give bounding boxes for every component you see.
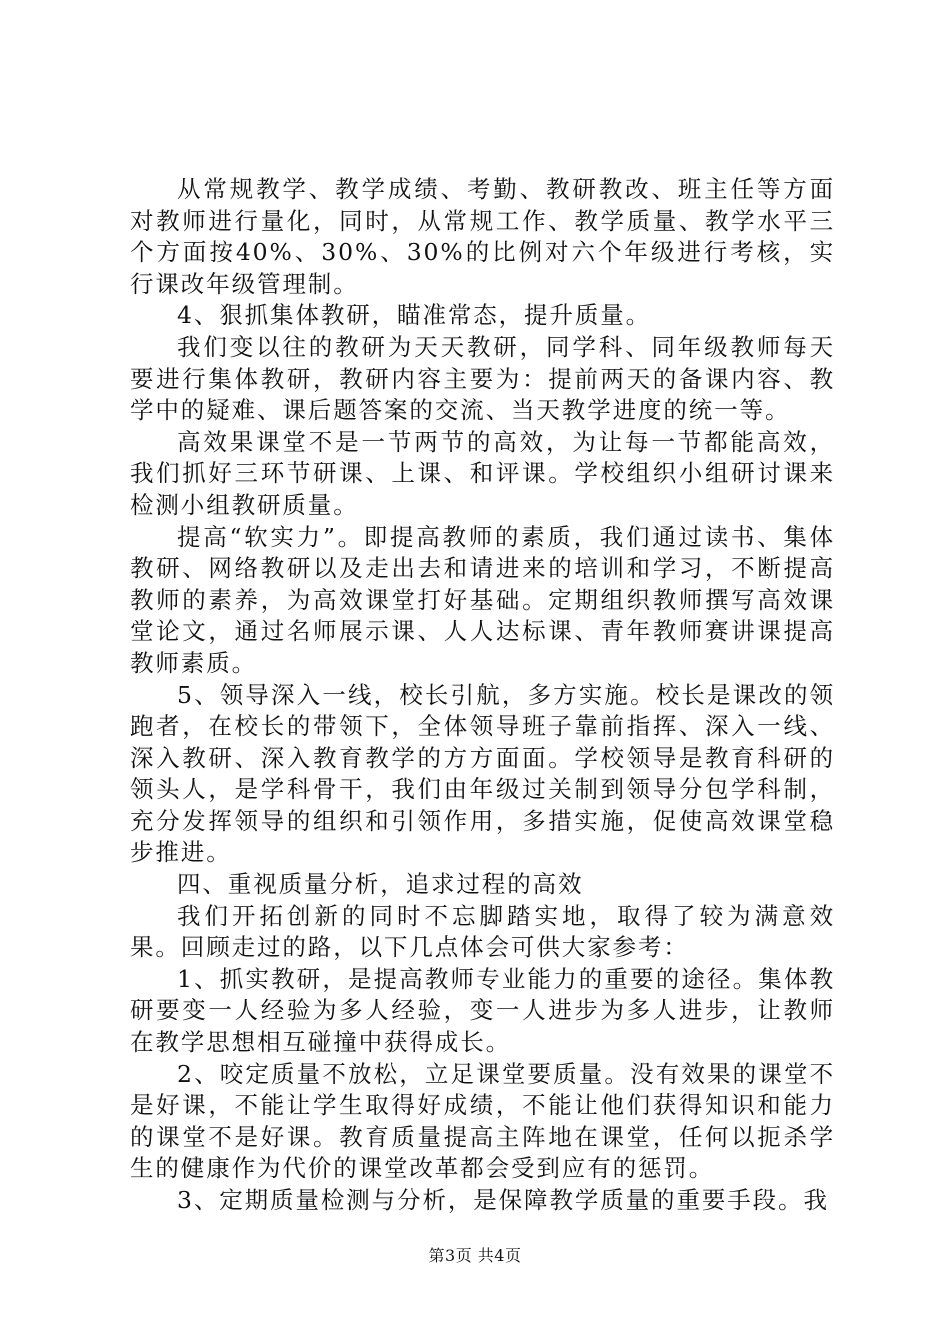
paragraph-item-4-heading: 4、狠抓集体教研，瞄准常态，提升质量。 [177, 301, 652, 330]
paragraph-quantification: 从常规教学、教学成绩、考勤、教研教改、班主任等方面对教师进行量化，同时，从常规工作、教学质量、教学水平三个方面按40%、30%、30%的比例对六个年级进行考核，实行课改年级管理制。 [130, 175, 835, 298]
paragraph-point-1: 1、抓实教研，是提高教师专业能力的重要的途径。集体教研要变一人经验为多人经验，变一人进步为多人进步，让教师在教学思想相互碰撞中获得成长。 [130, 964, 835, 1057]
paragraph-reflection: 我们开拓创新的同时不忘脚踏实地，取得了较为满意效果。回顾走过的路，以下几点体会可供大家参考： [130, 901, 835, 962]
paragraph-daily-research: 我们变以往的教研为天天教研，同学科、同年级教师每天要进行集体教研，教研内容主要为：提前两天的备课内容、教学中的疑难、课后题答案的交流、当天教学进度的统一等。 [130, 332, 835, 425]
paragraph-efficient-class: 高效果课堂不是一节两节的高效，为让每一节都能高效，我们抓好三环节研课、上课、和评课。学校组织小组研讨课来检测小组教研质量。 [130, 427, 835, 519]
paragraph-point-3: 3、定期质量检测与分析，是保障教学质量的重要手段。我 [177, 1186, 829, 1214]
paragraph-soft-power: 提高“软实力”。即提高教师的素质，我们通过读书、集体教研、网络教研以及走出去和请进来的培训和学习，不断提高教师的素养，为高效课堂打好基础。定期组织教师撰写高效课堂论文，通过名师展示课、人人达标课、青年教师赛讲课提高教师素质。 [130, 522, 835, 677]
document-body [130, 174, 835, 1217]
page-number-footer: 第3页 共4页 [428, 1246, 522, 1265]
paragraph-point-2: 2、咬定质量不放松，立足课堂要质量。没有效果的课堂不是好课，不能让学生取得好成绩，不能让他们获得知识和能力的课堂不是好课。教育质量提高主阵地在课堂，任何以扼杀学生的健康作为代价的课堂改革都会受到应有的惩罚。 [130, 1059, 835, 1183]
paragraph-item-5-leadership: 5、领导深入一线，校长引航，多方实施。校长是课改的领跑者，在校长的带领下，全体领导班子靠前指挥、深入一线、深入教研、深入教育教学的方方面面。学校领导是教育科研的领头人，是学科骨干，我们由年级过关制到领导分包学科制，充分发挥领导的组织和引领作用，多措实施，促使高效课堂稳步推进。 [130, 680, 835, 867]
section-heading-four: 四、重视质量分析，追求过程的高效 [177, 870, 584, 899]
